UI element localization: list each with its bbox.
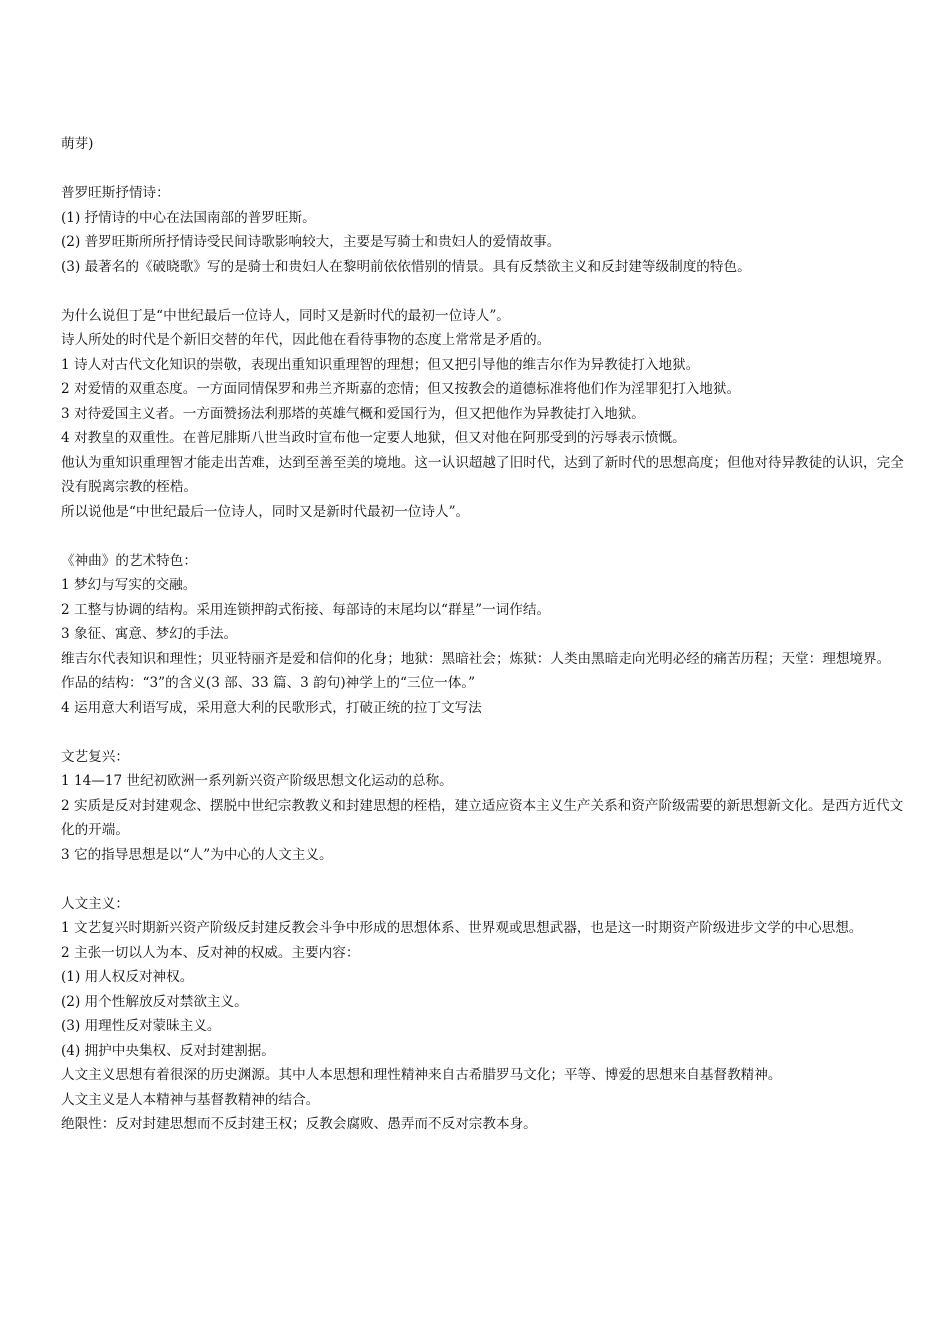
text-line: 作品的结构：“3”的含义(3 部、33 篇、3 韵句)神学上的“三位一体。” xyxy=(61,675,476,691)
paragraph-gap xyxy=(61,157,911,182)
paragraph-gap xyxy=(61,867,911,892)
intro-line: 萌芽) xyxy=(61,136,94,152)
text-line: 他认为重知识重理智才能走出苦难，达到至善至美的境地。这一认识超越了旧时代，达到了新时代的思想高度；但他对待异教徒的认识，完全没有脱离宗教的桎梏。 xyxy=(61,454,904,495)
text-line: 4 对教皇的双重性。在普尼腓斯八世当政时宣布他一定要人地狱，但又对他在阿那受到的污辱表示愤慨。 xyxy=(61,430,686,446)
text-line: 1 梦幻与写实的交融。 xyxy=(61,577,197,593)
text-line: 人文主义是人本精神与基督教精神的结合。 xyxy=(61,1091,320,1108)
text-line: 2 工整与协调的结构。采用连锁押韵式衔接、每部诗的末尾均以“群星”一词作结。 xyxy=(61,601,551,618)
text-line: 1 诗人对古代文化知识的崇敬，表现出重知识重理智的理想；但又把引导他的维吉尔作为异教徒打入地狱。 xyxy=(61,356,700,373)
text-line: 人文主义思想有着很深的历史渊源。其中人本思想和理性精神来自古希腊罗马文化；平等、博爱的思想来自基督教精神。 xyxy=(61,1067,782,1083)
text-line: 3 它的指导思想是以“人”为中心的人文主义。 xyxy=(61,846,333,863)
divine-comedy-section xyxy=(61,549,911,721)
list-item: (2) 用个性解放反对禁欲主义。 xyxy=(61,993,248,1010)
document-page xyxy=(61,132,911,1137)
renaissance-section xyxy=(61,745,911,868)
list-item: (4) 拥护中央集权、反对封建割据。 xyxy=(61,1042,275,1059)
list-item: (2) 普罗旺斯所所抒情诗受民间诗歌影响较大，主要是写骑士和贵妇人的爱情故事。 xyxy=(61,234,561,250)
text-line: 3 象征、寓意、梦幻的手法。 xyxy=(61,626,238,642)
paragraph-gap xyxy=(61,524,911,549)
text-line: 2 对爱情的双重态度。一方面同情保罗和弗兰齐斯嘉的恋情；但又按教会的道德标准将他们作为淫罪犯打入地狱。 xyxy=(61,381,741,397)
text-line: 绝限性：反对封建思想而不反封建王权；反教会腐败、愚弄而不反对宗教本身。 xyxy=(61,1116,537,1132)
section-heading: 《神曲》的艺术特色： xyxy=(61,552,197,569)
section-heading: 文艺复兴： xyxy=(61,748,129,765)
text-line: 诗人所处的时代是个新旧交替的年代，因此他在看待事物的态度上常常是矛盾的。 xyxy=(61,332,551,348)
paragraph-gap xyxy=(61,720,911,745)
text-line: 2 实质是反对封建观念、摆脱中世纪宗教教义和封建思想的桎梏，建立适应资本主义生产关系和资产阶级需要的新思想新文化。是西方近代文化的开端。 xyxy=(61,797,904,838)
humanism-section xyxy=(61,892,911,1137)
text-line: 3 对待爱国主义者。一方面赞扬法利那塔的英雄气概和爱国行为，但又把他作为异教徒打入地狱。 xyxy=(61,405,645,422)
section-heading: 人文主义： xyxy=(61,895,129,912)
list-item: (3) 最著名的《破晓歌》写的是骑士和贵妇人在黎明前依依惜别的情景。具有反禁欲主义和反封建等级制度的特色。 xyxy=(61,258,751,275)
section-heading: 普罗旺斯抒情诗： xyxy=(61,185,170,201)
list-item: (1) 抒情诗的中心在法国南部的普罗旺斯。 xyxy=(61,209,316,226)
list-item: (3) 用理性反对蒙昧主义。 xyxy=(61,1018,221,1034)
text-line: 2 主张一切以人为本、反对神的权威。主要内容： xyxy=(61,944,360,961)
text-line: 所以说他是“中世纪最后一位诗人，同时又是新时代最初一位诗人”。 xyxy=(61,503,470,520)
section-heading: 为什么说但丁是“中世纪最后一位诗人，同时又是新时代的最初一位诗人”。 xyxy=(61,307,510,324)
text-line: 4 运用意大利语写成，采用意大利的民歌形式，打破正统的拉丁文写法 xyxy=(61,699,482,716)
text-line: 1 14—17 世纪初欧洲一系列新兴资产阶级思想文化运动的总称。 xyxy=(61,773,453,789)
paragraph-gap xyxy=(61,279,911,304)
list-item: (1) 用人权反对神权。 xyxy=(61,969,194,985)
text-line: 1 文艺复兴时期新兴资产阶级反封建反教会斗争中形成的思想体系、世界观或思想武器，也是这一时期资产阶级进步文学的中心思想。 xyxy=(61,920,863,936)
dante-section xyxy=(61,304,911,525)
provence-section xyxy=(61,181,911,279)
text-line: 维吉尔代表知识和理性；贝亚特丽齐是爱和信仰的化身；地狱：黑暗社会；炼狱：人类由黑暗走向光明必经的痛苦历程；天堂：理想境界。 xyxy=(61,650,891,667)
